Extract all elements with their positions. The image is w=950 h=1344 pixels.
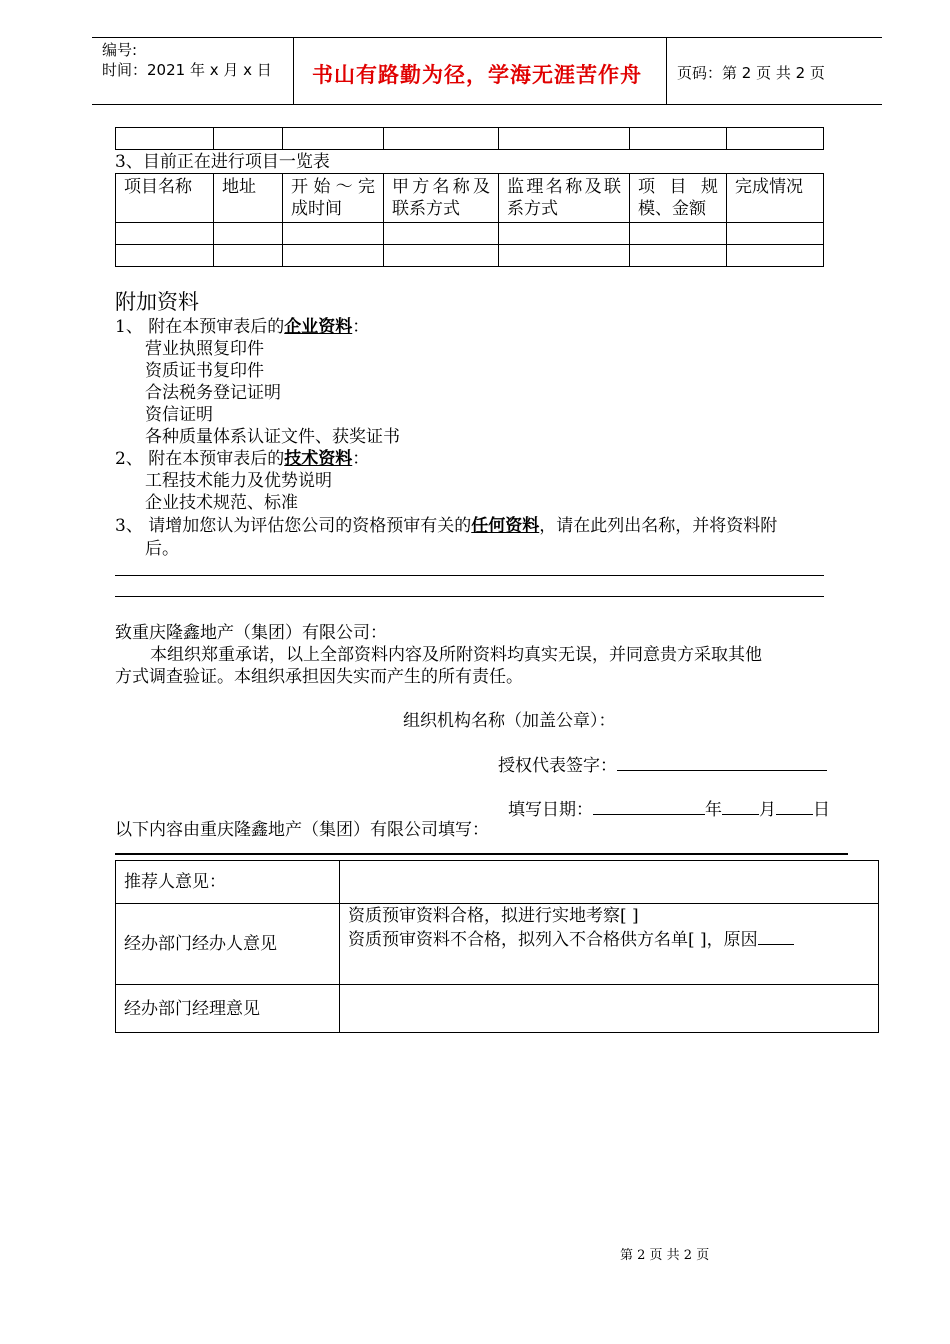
date-year-field[interactable] (593, 797, 705, 815)
header-divider-left (293, 37, 294, 104)
ongoing-projects-title: 3、目前正在进行项目一览表 (115, 152, 330, 172)
table-cell (630, 128, 727, 150)
month-label: 月 (759, 800, 776, 820)
ongoing-projects-table (115, 173, 824, 267)
table-cell (727, 128, 824, 150)
table-cell (384, 128, 499, 150)
manager-opinion-label: 经办部门经理意见 (116, 985, 340, 1033)
column-header: 开始～完成时间 (283, 174, 384, 223)
column-header: 地址 (214, 174, 283, 223)
column-header: 完成情况 (727, 174, 824, 223)
table-row (116, 904, 879, 985)
header-bottom-rule (92, 104, 882, 105)
attachment-item-3: 3、 请增加您认为评估您公司的资格预审有关的任何资料，请在此列出名称，并将资料附 (115, 516, 778, 536)
list-item: 资质证书复印件 (145, 361, 264, 381)
any-docs-keyword: 任何资料 (471, 516, 540, 536)
qualified-option[interactable]: 资质预审资料合格，拟进行实地考察[ ] (348, 906, 639, 926)
table-row (116, 861, 879, 904)
document-number-label: 编号: (102, 41, 138, 59)
column-header: 监理名称及联系方式 (499, 174, 630, 223)
signature-label: 授权代表签字： (498, 756, 617, 776)
letter-body-line-2: 方式调查验证。本组织承担因失实而产生的所有责任。 (115, 667, 523, 687)
opinion-table (115, 860, 879, 1033)
attachment-item-3-continuation: 后。 (145, 539, 179, 559)
list-item: 合法税务登记证明 (145, 383, 281, 403)
table-row (116, 985, 879, 1033)
year-label: 年 (705, 800, 722, 820)
table-cell (499, 128, 630, 150)
date-day-field[interactable] (776, 797, 813, 815)
letter-body-line-1: 本组织郑重承诺，以上全部资料内容及所附资料均真实无误，并同意贵方采取其他 (150, 645, 762, 665)
header-motto: 书山有路勤为径，学海无涯苦作舟 (312, 63, 642, 87)
manager-opinion-field[interactable] (340, 985, 879, 1033)
attachment-item-1: 1、 附在本预审表后的企业资料： (115, 317, 370, 337)
fill-in-line[interactable] (115, 596, 824, 597)
table-cell (214, 128, 283, 150)
recommender-opinion-label: 推荐人意见： (116, 861, 340, 904)
recommender-opinion-field[interactable] (340, 861, 879, 904)
org-name-label: 组织机构名称（加盖公章）： (403, 711, 616, 731)
date-row (508, 797, 830, 821)
column-header: 项目规模、金额 (630, 174, 727, 223)
list-item: 工程技术能力及优势说明 (145, 471, 332, 491)
table-cell (116, 128, 214, 150)
attachments-heading: 附加资料 (115, 290, 199, 314)
footer-page-number: 第 2 页 共 2 页 (620, 1248, 710, 1263)
column-header: 项目名称 (116, 174, 214, 223)
reason-field[interactable] (758, 927, 794, 945)
header-top-rule (92, 37, 882, 38)
table-cell (283, 128, 384, 150)
handler-opinion-field[interactable] (340, 904, 879, 985)
column-header: 甲方名称及联系方式 (384, 174, 499, 223)
unqualified-option[interactable]: 资质预审资料不合格，拟列入不合格供方名单[ ]，原因 (348, 927, 870, 951)
table-row (116, 245, 824, 267)
signature-field[interactable] (617, 753, 827, 771)
date-label: 填写日期： (508, 800, 593, 820)
list-item: 各种质量体系认证文件、获奖证书 (145, 427, 400, 447)
table-header-row (116, 174, 824, 223)
attachment-item-2: 2、 附在本预审表后的技术资料： (115, 449, 370, 469)
handler-opinion-label: 经办部门经办人意见 (116, 904, 340, 985)
list-item: 营业执照复印件 (145, 339, 264, 359)
header-divider-right (666, 37, 667, 104)
header-page-info: 页码：第 2 页 共 2 页 (677, 64, 825, 82)
fill-in-line[interactable] (115, 575, 824, 576)
section-divider (115, 853, 848, 855)
enterprise-docs-keyword: 企业资料 (284, 317, 353, 337)
table-row (116, 223, 824, 245)
company-fill-notice: 以下内容由重庆隆鑫地产（集团）有限公司填写： (115, 820, 489, 840)
document-time-label: 时间：2021 年 x 月 x 日 (102, 61, 272, 79)
previous-table-tail (115, 127, 824, 150)
letter-addressee: 致重庆隆鑫地产（集团）有限公司： (115, 623, 387, 643)
list-item: 企业技术规范、标准 (145, 493, 298, 513)
list-item: 资信证明 (145, 405, 213, 425)
date-month-field[interactable] (722, 797, 759, 815)
day-label: 日 (813, 800, 830, 820)
signature-row (498, 753, 827, 777)
technical-docs-keyword: 技术资料 (284, 449, 353, 469)
